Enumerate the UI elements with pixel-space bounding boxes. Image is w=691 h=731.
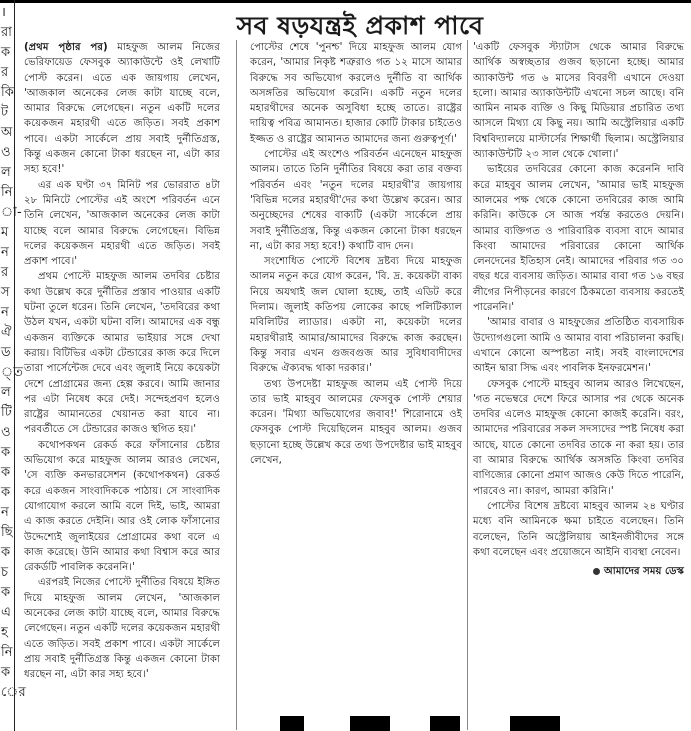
body-paragraph: সংশোধিত পোস্টে বিশেষ দ্রষ্টব্য দিয়ে মাহফুজ আলম নতুন করে যোগ করেন, 'বি. দ্র. কয়েকটা বাক্য নিয়ে অযথাই জল ঘোলা হচ্ছে, তাই এডিট করে দিলাম। জুলাই কতিপয় লোকের কাছে পলিটিক্যাল মবিলিটির ল্যাডার। একটা না, কয়েকটা দলের মহারথীরাই আমার/আমাদের বিরুদ্ধে কাজ করছেন। কিন্তু সবার এখন গুজবগুজ আর সুবিধাবাদীদের বিরুদ্ধে ঐক্যবদ্ধ থাকা দরকার।' — [250, 256, 462, 375]
previous-article-fragment: অ — [1, 125, 13, 140]
previous-article-fragment: নি — [1, 185, 13, 200]
previous-article-fragment: ছি — [1, 525, 13, 540]
previous-article-fragment: ঐ — [1, 325, 12, 340]
body-paragraph: ফেসবুক পোস্টে মাহবুব আলম আরও লিখেছেন, 'গত নভেম্বরে দেশে ফিরে আসার পর থেকে অনেক তদবির এলেও মাহফুজ কোনো কাজই করেনি। বরং, আমাদের পরিবারের সকল সদস্যদের স্পষ্ট নিষেধ করা আছে, যাতে কোনো তদবির তাকে না করা হয়। তার বা আমার বিরুদ্ধে আর্থিক অসঙ্গতি কিংবা তদবির বাণিজ্যের কোনো প্রমাণ আজও কেউ দিতে পারেনি, পারবেও না। কারণ, আমরা করিনি।' — [473, 378, 684, 497]
column-divider — [236, 40, 237, 730]
body-paragraph: 'একটি ফেসবুক স্ট্যাটাস থেকে আমার বিরুদ্ধে আর্থিক অস্বচ্ছতার গুজব ছড়ানো হচ্ছে। আমার অ্যাকাউন্ট গত ৬ মাসের বিবরণী এখানে দেওয়া হলো। আমার অ্যাকাউন্টটি এখনো সচল আছে। বনি আমিন নামক ব্যক্তি ও কিছু মিডিয়ার প্রচারিত তথ্য আসলে মিথ্যা যে কিছু নয়। আমি অস্ট্রেলিয়ার একটি বিশ্ববিদ্যালয়ে মাস্টার্সের শিক্ষার্থী ছিলাম। অস্ট্রেলিয়ার অ্যাকাউন্টটি ২৩ সাল থেকে খোলা।' — [473, 42, 684, 161]
previous-article-fragment: । — [1, 5, 6, 20]
previous-article-fragment: ক — [1, 585, 11, 600]
article-column-2 — [250, 40, 462, 730]
previous-article-fragment: ল — [1, 385, 11, 400]
body-paragraph: ভাইয়ের তদবিরের কোনো কাজ করেননি দাবি করে মাহবুব আলম লেখেন, 'আমার ভাই মাহফুজ আলমের পক্ষ থেকে কোনো তদবিরের কাজ আমি করিনি। কাউকে সে আজ পর্যন্ত করতেও দেয়নি। আমার ব্যক্তিগত ও পারিবারিক ব্যবসা বাদে আমার কিংবা আমাদের পরিবারের কোনো আর্থিক লেনদেনের ইতিহাস নেই। আমাদের পরিবার গত ৩০ বছর ধরে ব্যবসায় জড়িত। আমার বাবা গত ১৬ বছর লীগের নিপীড়নের কারণে ঠিকমতো ব্যবসায় করতেই পারেননি।' — [473, 164, 684, 314]
lead-text: মাহফুজ আলম নিজের ভেরিফায়েড ফেসবুক অ্যাকাউন্টে ওই লেখাটি পোস্ট করেন। এতে এক জায়গায় লেখেন, 'আজকাল অনেকের লেজ কাটা যাচ্ছে বলে, আমার বিরুদ্ধে লেগেছেন। নতুন একটি দলের কয়েকজন মহারথী এতে জড়িত। সবই প্রকাশ পাবে। একটা সার্কেলে প্রায় সবাই দুর্নীতিগ্রস্ত, কিন্তু একজন কোনো টাকা ধরছেন না, এটা কার সহ্য হবে!' — [24, 42, 220, 176]
column-divider — [467, 40, 468, 730]
continuation-prefix: (প্রথম পৃষ্ঠার পর) — [24, 42, 108, 53]
ink-mark — [280, 716, 304, 731]
body-paragraph: কথোপকথন রেকর্ড করে ফাঁসানোর চেষ্টার অভিযোগ করে মাহফুজ আলম আরও লেখেন, 'সে ব্যক্তি কনভারসেশন (কথোপকথন) রেকর্ড করে একজন সাংবাদিককে পাঠায়। সে সাংবাদিক যোগাযোগ করলে আমি বলে দিই, ভাই, আমরা এ কাজ করতে দেইনি। আর ওই লোক ফাঁসানোর উদ্দেশ্যেই জুলাইয়ের প্রোগ্রামের কথা বলে এ কাজ করেছে। উনি আমার কথা বিশ্বাস করে আর রেকর্ডটি পাবলিক করেননি।' — [24, 439, 220, 574]
article-column-1 — [24, 40, 220, 730]
body-paragraph: এর এক ঘণ্টা ৩৭ মিনিট পর ভোররাত ৪টা ২৮ মিনিটে পোস্টের এই অংশে পরিবর্তন এনে তিনি লেখেন, 'আজকাল অনেকের লেজ কাটা যাচ্ছে বলে আমার বিরুদ্ধে লেগেছেন। বিভিন্ন দলের কয়েকজন মহারথী এতে জড়িত। সবই প্রকাশ পাবে।' — [24, 179, 220, 268]
next-headline-fragment — [280, 716, 580, 731]
previous-article-fragment: র — [1, 65, 9, 80]
bullet-icon — [593, 568, 600, 575]
byline — [473, 564, 684, 579]
previous-article-fragment: ও — [1, 425, 11, 440]
previous-article-fragment: ও — [1, 145, 11, 160]
body-paragraph: পোস্টের এই অংশেও পরিবর্তন এনেছেন মাহফুজ আলম। তাতে তিনি দুর্নীতির বিষয়ে করা তার বক্তব্য পরিবর্তন এবং 'নতুন দলের মহারথী'র জায়গায় 'বিভিন্ন দলের মহারথী'দের কথা উল্লেখ করেন। আর অনুচ্ছেদের শেষের বাক্যটি (একটা সার্কেলে প্রায় সবাই দুর্নীতিগ্রস্ত, কিন্তু একজন কোনো টাকা ধরছেন না, এটা কার সহ্য হবে!) কথাটি বাদ দেন। — [250, 149, 462, 252]
previous-article-column — [0, 0, 26, 731]
previous-article-fragment: হ — [1, 625, 8, 640]
lead-paragraph — [24, 40, 220, 178]
previous-article-fragment: এ — [1, 605, 11, 620]
byline-text: আমাদের সময় ডেস্ক — [604, 566, 684, 578]
previous-article-fragment: ম — [1, 225, 9, 240]
body-paragraph: পোস্টের বিশেষ দ্রষ্টব্যে মাহবুব আলম ২৪ ঘণ্টার মধ্যে বনি আমিনকে ক্ষমা চাইতে বলেছেন। তিনি বলেছেন, তিনি অস্ট্রেলিয়ায় আইনজীবীদের সঙ্গে কথা বলেছেন এবং প্রয়োজনে আইনি ব্যবস্থা নেবেন। — [473, 500, 684, 558]
previous-article-fragment: ্ত — [1, 365, 23, 380]
previous-article-fragment: ের — [1, 685, 26, 700]
previous-article-fragment: ট — [1, 105, 9, 120]
previous-article-fragment: ড — [1, 345, 11, 360]
body-paragraph: প্রথম পোস্টে মাহফুজ আলম তদবির চেষ্টার কথা উল্লেখ করে দুর্নীতির প্রস্তাব পাওয়ার একটি ঘটনা তুলে ধরেন। তিনি লেখেন, 'তদবিরের কথা উঠল যখন, একটা ঘটনা বলি। আমাদের এক বন্ধু একজন ব্যক্তিকে আমার ভাইয়ার সঙ্গে দেখা করায়। বিটিভির একটা টেন্ডারের কাজ করে দিলে তারা পার্সেন্টেজ দেবে এবং জুলাই নিয়ে কয়েকটা দেশে প্রোগ্রামের জন্য হেল্প করবে। আমি জানার পর এটা নিষেধ করে দেই। সন্দেহপ্রবণ হলেও রাষ্ট্রের আমানতের খেয়ানত করা যাবে না। পরবর্তীতে সে টেন্ডারের কাজও স্থগিত হয়।' — [24, 271, 220, 436]
previous-article-fragment: ন — [1, 305, 9, 320]
previous-article-fragment: ন — [1, 245, 9, 260]
previous-article-fragment: টি — [1, 405, 12, 420]
previous-article-fragment: ক — [1, 465, 11, 480]
previous-article-fragment: ল — [1, 165, 11, 180]
article-column-3 — [473, 40, 684, 730]
ink-mark — [350, 716, 390, 731]
top-rule — [0, 0, 691, 3]
ink-mark — [510, 716, 560, 731]
body-paragraph: পোস্টের শেষে 'পুনশ্চ' দিয়ে মাহফুজ আলম যোগ করেন, 'আমার নিকৃষ্ট শত্রুরাও গত ১২ মাসে আমার বিরুদ্ধে সব অভিযোগ করলেও দুর্নীতি বা আর্থিক অসঙ্গতির অভিযোগ করেনি। একটি নতুন দলের মহারথীদের অনেক অসুবিধা হচ্ছে তাতে। রাষ্ট্রের দায়িত্ব পবিত্র আমানত। হাজার কোটি টাকার চাইতেও ইজ্জত ও রাষ্ট্রের আমানত আমাদের জন্য গুরুত্বপূর্ণ।' — [250, 42, 462, 145]
previous-article-fragment: কি — [1, 85, 14, 100]
previous-article-fragment: ন — [1, 505, 9, 520]
previous-article-fragment: নি — [1, 645, 13, 660]
body-paragraph: 'আমার বাবার ও মাহফুজের প্রতিষ্ঠিত ব্যবসায়িক উদ্যোগগুলো আমি ও আমার বাবা পরিচালনা করছি। এখানে কোনো অস্পষ্টতা নাই। সবই বাংলাদেশের আইন দ্বারা সিদ্ধ এবং পাবলিক ইনফরমেশন।' — [473, 317, 684, 375]
previous-article-fragment: রা — [1, 25, 12, 40]
previous-article-fragment: ক — [1, 545, 11, 560]
previous-article-fragment: স — [1, 285, 10, 300]
ink-mark — [430, 716, 460, 731]
body-paragraph: এরপরই নিজের পোস্টে দুর্নীতির বিষয়ে ইঙ্গিত দিয়ে মাহফুজ আলম লেখেন, 'আজকাল অনেকের লেজ কাটা যাচ্ছে বলে, আমার বিরুদ্ধে লেগেছেন। নতুন একটি দলের কয়েকজন মহারথী এতে জড়িত। সবই প্রকাশ পাবে। একটা সার্কেলে প্রায় সবাই দুর্নীতিগ্রস্ত কিন্তু একজন কোনো টাকা ধরছেন না, এটা কার সহ্য হবে।' — [24, 577, 220, 681]
previous-article-fragment: র — [1, 265, 9, 280]
body-paragraph: তথ্য উপদেষ্টা মাহফুজ আলম এই পোস্ট দিয়ে তার ভাই মাহবুব আলমের ফেসবুক পোস্ট শেয়ার করেন। 'মিথ্যা অভিযোগের জবাব!' শিরোনামে ওই ফেসবুক পোস্ট দিয়েছিলেন মাহবুব আলম। গুজব ছড়ানো হচ্ছে উল্লেখ করে তথ্য উপদেষ্টার ভাই মাহবুব লেখেন, — [250, 378, 462, 467]
previous-article-fragment: ক — [1, 45, 11, 60]
previous-article-fragment: ক — [1, 485, 11, 500]
previous-article-fragment: ক — [1, 445, 11, 460]
article-headline: সব ষড়যন্ত্রই প্রকাশ পাবে — [236, 11, 484, 40]
previous-article-fragment: ক — [1, 665, 11, 680]
previous-article-fragment: া- — [1, 205, 22, 220]
previous-article-fragment: চ — [1, 565, 9, 580]
